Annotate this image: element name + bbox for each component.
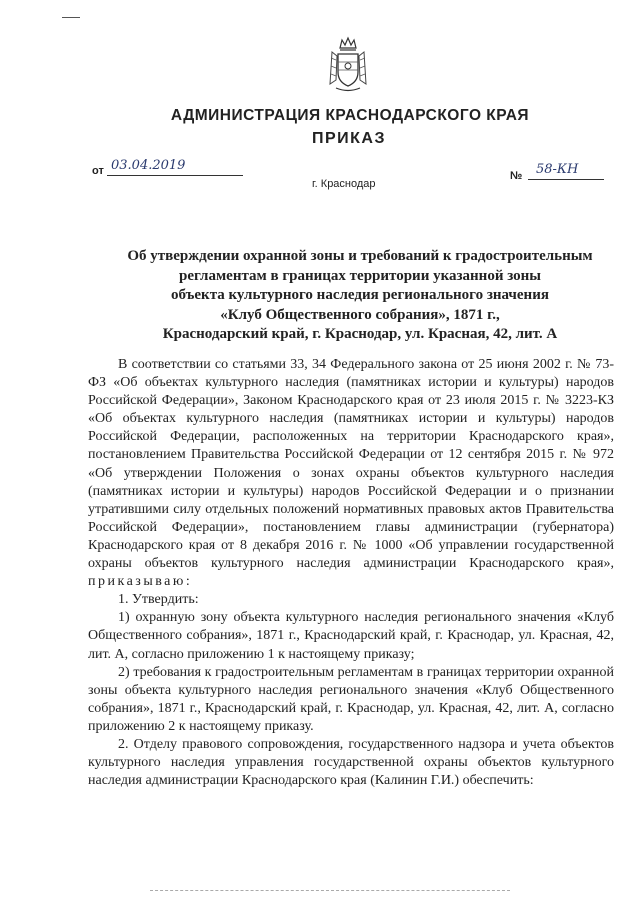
preamble-paragraph	[88, 356, 614, 591]
preamble-text: В соответствии со статьями 33, 34 Федерального закона от 25 июня 2002 г. № 73-ФЗ «Об объектах культурного наследия (памятниках истории и культуры) народов Российской Федерации», Законом Краснодарского края от 23 июля 2015 г. № 3223-КЗ «Об объектах культурного наследия (памятниках истории и культуры) народов Российской Федерации, расположенных на территории Краснодарского края», постановлением Правительства Российской Федерации от 12 сентября 2015 г. № 972 «Об утверждении Положения о зонах охраны объектов культурного наследия (памятниках истории и культуры) народов Российской Федерации и о признании утратившими силу отдельных положений нормативных правовых актов Правительства Российской Федерации», постановлением главы администрации (губернатора) Краснодарского края от 8 декабря 2016 г. № 1000 «Об управлении государственной охраны объектов культурного наследия администрации Краснодарского края»,	[88, 357, 614, 572]
date-label: от	[92, 165, 104, 177]
item-1: 1. Утвердить:	[118, 592, 199, 608]
title-line: объекта культурного наследия регионального значения	[171, 287, 549, 304]
document-body	[88, 356, 614, 790]
date-field: 03.04.2019	[107, 158, 243, 176]
title-line: «Клуб Общественного собрания», 1871 г.,	[220, 306, 500, 323]
title-line: Краснодарский край, г. Краснодар, ул. Красная, 42, лит. А	[162, 326, 558, 343]
item-1-1: 1) охранную зону объекта культурного наследия регионального значения «Клуб Общественного собрания», 1871 г., Краснодарский край, г. Краснодар, ул. Красная, 42, лит. А, согласно приложению 1 к настоящему приказу;	[88, 610, 614, 662]
organization-name: АДМИНИСТРАЦИЯ КРАСНОДАРСКОГО КРАЯ	[170, 107, 530, 124]
coat-of-arms-icon	[328, 36, 368, 94]
item-2: 2. Отделу правового сопровождения, государственного надзора и учета объектов культурного наследия управления государственной охраны объектов культурного наследия администрации Краснодарского края (Калинин Г.И.) обеспечить:	[88, 736, 614, 789]
title-line: Об утверждении охранной зоны и требований к градостроительным	[127, 248, 593, 264]
document-title	[100, 247, 620, 345]
scan-mark	[62, 17, 80, 18]
item-1-2: 2) требования к градостроительным регламентам в границах территории охранной зоны объекта культурного наследия регионального значения «Клуб Общественного собрания», 1871 г., Краснодарский край, г. Краснодар, ул. Красная, 42, лит. А, согласно приложению 2 к настоящему приказу.	[88, 664, 614, 734]
page-bottom-edge	[150, 890, 510, 891]
number-label: №	[510, 170, 523, 182]
title-line: регламентам в границах территории указанной зоны	[179, 267, 541, 284]
document-type: ПРИКАЗ	[311, 130, 386, 147]
city-label: г. Краснодар	[312, 178, 376, 190]
number-field: 58-КН	[528, 162, 604, 180]
order-word: приказываю:	[88, 574, 193, 590]
